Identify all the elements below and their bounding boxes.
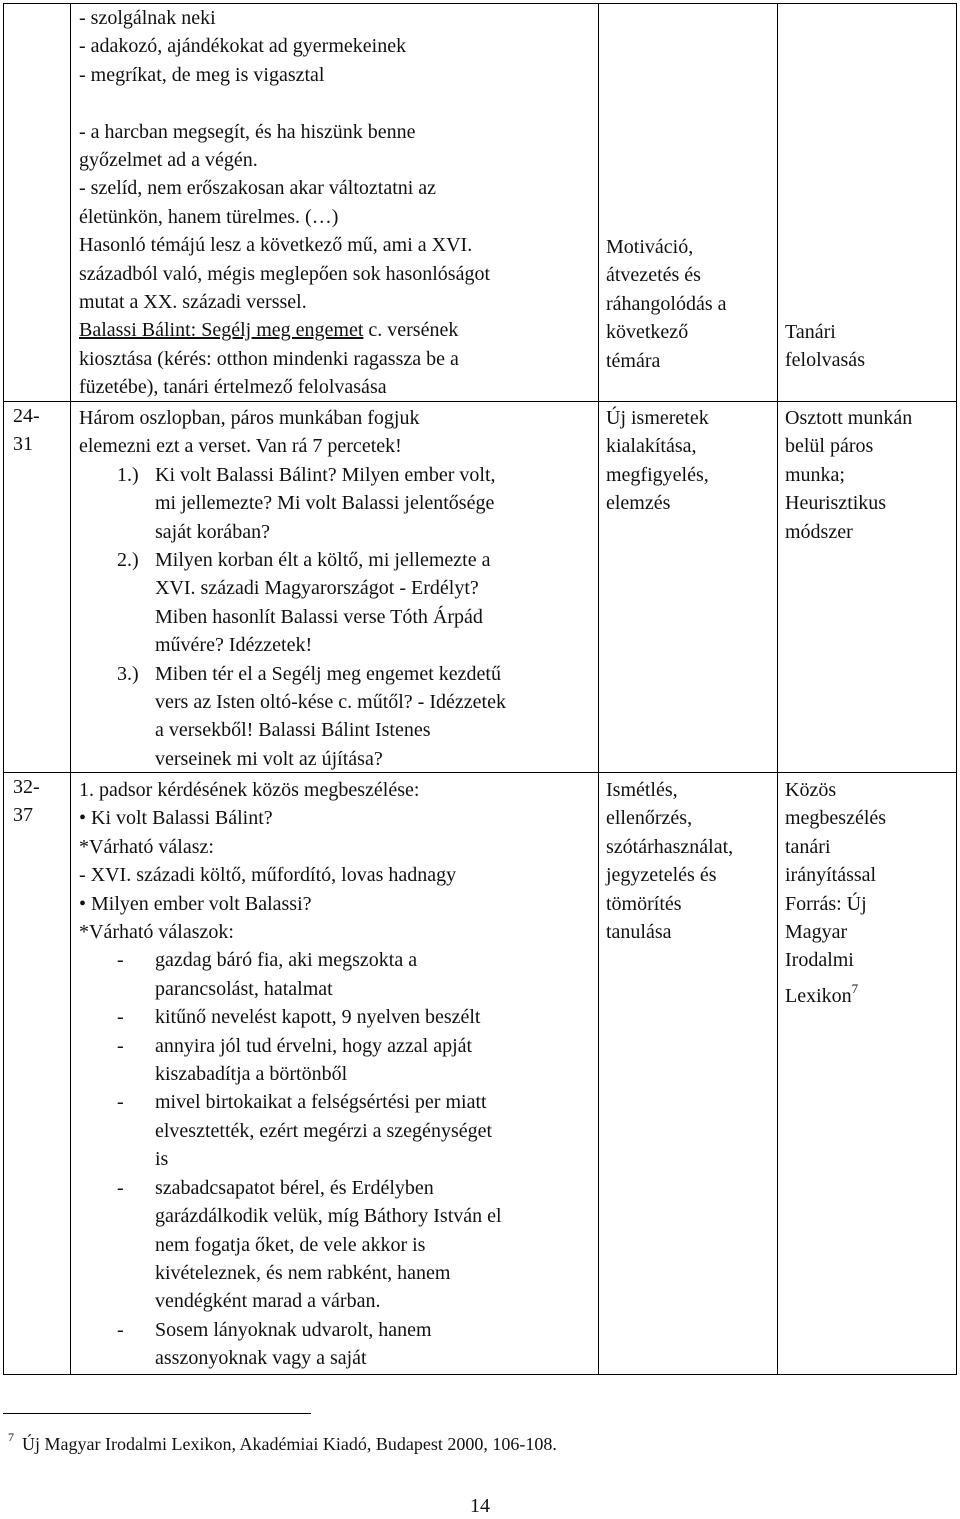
row3-goal: Ismétlés, ellenőrzés, szótárhasználat, jegyzetelés és tömörítés tanulása (606, 779, 734, 944)
content-line: életünkön, hanem türelmes. (…) (79, 205, 339, 228)
answer-1: - gazdag báró fia, aki megszokta a parancsolást, hatalmat (117, 949, 418, 1000)
row3-lessons: 32- 37 (13, 776, 40, 827)
answer-2: - kitűnő nevelést kapott, 9 nyelven beszélt (117, 1006, 481, 1029)
answer-3: - annyira jól tud érvelni, hogy azzal apját kiszabadítja a börtönből (117, 1034, 473, 1086)
content-line: - szelíd, nem erőszakosan akar változtatni az (79, 177, 437, 200)
column-divider (70, 4, 71, 1374)
poem-title: Balassi Bálint: Segélj meg engemet (79, 319, 364, 342)
column-divider (598, 4, 599, 1374)
footnote-reference[interactable]: 7 (851, 980, 859, 996)
content-line: győzelmet ad a végén. (79, 149, 258, 172)
question-2: 2.) Milyen korban élt a költő, mi jellemezte a XVI. századi Magyarországot - Erdélyt? Miben hasonlít Balassi verse Tóth Árpád művére? Idézzetek! (117, 549, 491, 657)
content-line: - megríkat, de meg is vigasztal (79, 63, 325, 86)
content-line: kiosztása (kérés: otthon mindenki ragassza be a (79, 347, 459, 370)
question-1: 1.) Ki volt Balassi Bálint? Milyen ember volt, mi jellemezte? Mi volt Balassi jelentősége saját korában? (117, 463, 496, 543)
row3-method: Közös megbeszélés tanári irányítással Forrás: Új Magyar Irodalmi Lexikon$^7$ (785, 779, 887, 1007)
row2-lessons: 24- 31 (13, 405, 40, 456)
content-line: mutat a XX. századi verssel. (79, 291, 307, 314)
answer-5: - szabadcsapatot bérel, és Erdélyben garázdálkodik velük, míg Báthory István el nem fogatja őket, de vele akkor is kivételeznek, és nem rabként, hanem vendégként marad a várban. (117, 1176, 502, 1313)
content-line: századból való, mégis meglepően sok hasonlóságot (79, 262, 491, 285)
row1-method: Tanári felolvasás (785, 321, 865, 372)
footnote (8, 1425, 557, 1456)
answer-6: - Sosem lányoknak udvarolt, hanem asszonyoknak vagy a saját (117, 1318, 432, 1370)
footnote-text: Új Magyar Irodalmi Lexikon, Akadémiai Kiadó, Budapest 2000, 106-108. (22, 1434, 557, 1454)
row1-content (79, 4, 594, 402)
footnote-separator (3, 1413, 311, 1414)
row2-method: Osztott munkán belül páros munka; Heurisztikus módszer (785, 407, 913, 543)
row3-content: 1. padsor kérdésének közös megbeszélése: • Ki volt Balassi Bálint? *Várható válasz: - XVI. századi költő, műfordító, lovas hadnagy • Milyen ember volt Balassi? *Várható válaszok: - gazdag báró fia, aki megszokta a parancsolást, hatalmat - kitűnő nevelést kapott, 9 nyelven beszélt - annyira jól tud érvelni, hogy azzal apját kiszabadítja a börtönből - mivel birtokaikat a felségsértési per miatt elvesztették, ezért megérzi a szegénységet is - szabadcsapatot bérel, és Erdélyben garázdálkodik velük, míg Báthory István el nem fogatja őket, de vele akkor is kivételeznek, és nem rabként, hanem vendégként marad a várban. - Sosem lányoknak udvarolt, hanem asszonyoknak vagy a saját (79, 776, 594, 1373)
row2-content: Három oszlopban, páros munkában fogjuk elemezni ezt a verset. Van rá 7 percetek! 1.) Ki volt Balassi Bálint? Milyen ember volt, mi jellemezte? Mi volt Balassi jelentősége saját korában? 2.) Milyen korban élt a költő, mi jellemezte a XVI. századi Magyarországot - Erdélyt? Miben hasonlít Balassi verse Tóth Árpád művére? Idézzetek! 3.) Miben tér el a Segélj meg engemet kezdetű vers az Isten oltó-kése c. műtől? - Idézzetek a versekből! Balassi Bálint Istenes verseinek mi volt az újítása? (79, 404, 594, 773)
content-line: - a harcban megsegít, és ha hiszünk benne (79, 120, 416, 143)
row2-goal: Új ismeretek kialakítása, megfigyelés, elemzés (606, 407, 709, 515)
column-divider (777, 4, 778, 1374)
content-line: Hasonló témájú lesz a következő mű, ami a XVI. (79, 234, 473, 257)
page-number: 14 (470, 1495, 490, 1517)
answer-4: - mivel birtokaikat a felségsértési per miatt elvesztették, ezért megérzi a szegénységet is (117, 1091, 493, 1171)
content-line (79, 89, 594, 117)
question-3: 3.) Miben tér el a Segélj meg engemet kezdetű vers az Isten oltó-kése c. műtől? - Idézzetek a versekből! Balassi Bálint Istenes verseinek mi volt az újítása? (117, 662, 506, 770)
content-line: - szolgálnak neki (79, 7, 216, 29)
footnote-mark: 7 (8, 1430, 14, 1444)
content-line: füzetébe), tanári értelmező felolvasása (79, 376, 387, 399)
content-line: - adakozó, ajándékokat ad gyermekeinek (79, 35, 407, 58)
row1-goal: Motiváció, átvezetés és ráhangolódás a következő témára (606, 236, 727, 372)
content-line: Balassi Bálint: Segélj meg engemet c. versének (79, 319, 459, 342)
